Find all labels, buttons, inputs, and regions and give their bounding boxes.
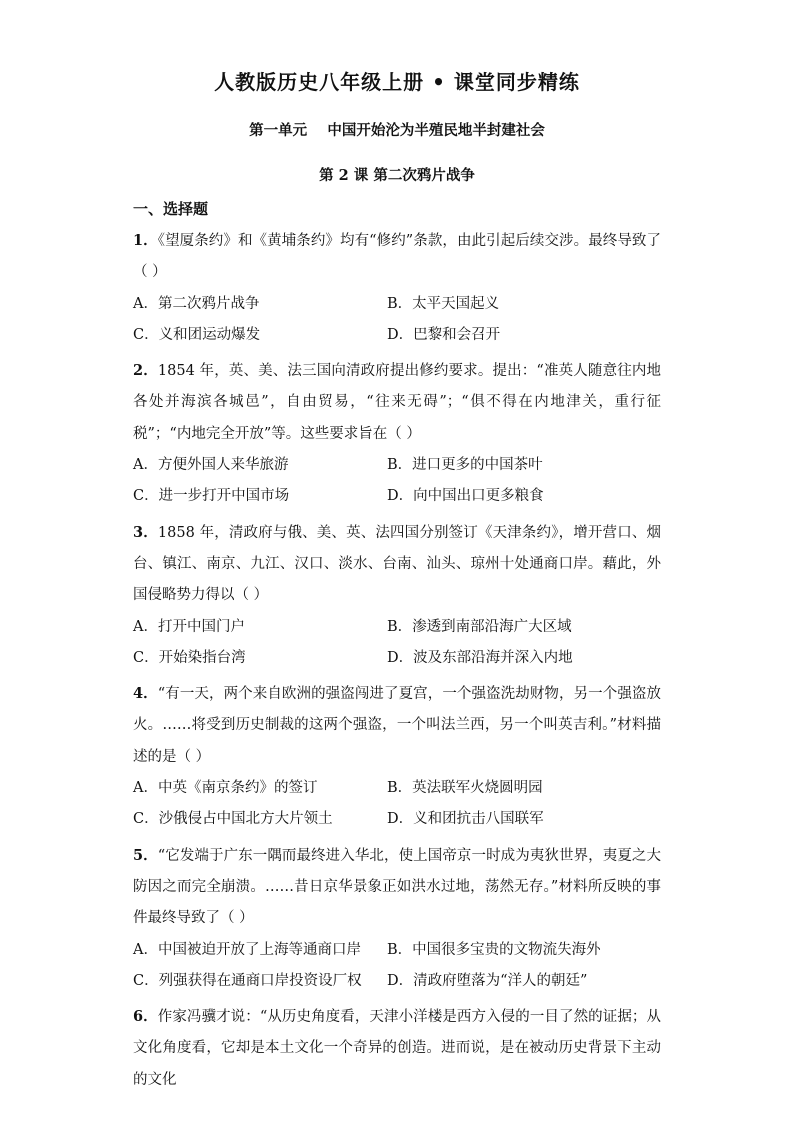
option-b[interactable]: B．英法联军火烧圆明园 xyxy=(387,780,543,797)
question-5 xyxy=(133,840,661,997)
question-number: 2． xyxy=(133,362,158,380)
option-b[interactable]: B．渗透到南部沿海广大区域 xyxy=(387,618,572,635)
question-number: 4． xyxy=(133,685,158,703)
option-d[interactable]: D．清政府堕落为“洋人的朝廷” xyxy=(387,972,588,989)
option-c[interactable]: C．沙俄侵占中国北方大片领土 xyxy=(133,811,333,828)
document-title: 人教版历史八年级上册 • 课堂同步精练 xyxy=(214,70,580,94)
option-b[interactable]: B．中国很多宝贵的文物流失海外 xyxy=(387,941,601,958)
option-b[interactable]: B．进口更多的中国茶叶 xyxy=(387,457,543,474)
lesson-heading: 第 2 课 第二次鸦片战争 xyxy=(319,167,475,184)
question-text: 《望厦条约》和《黄埔条约》均有“修约”条款，由此引起后续交涉。最终导致了（ ） xyxy=(133,233,661,281)
option-row xyxy=(133,804,661,835)
option-row xyxy=(133,320,661,351)
question-stem xyxy=(133,517,661,612)
question-stem xyxy=(133,355,661,450)
option-row xyxy=(133,966,661,997)
question-number: 3． xyxy=(133,523,158,541)
option-a[interactable]: A．中国被迫开放了上海等通商口岸 xyxy=(133,941,361,958)
question-text: “有一天，两个来自欧洲的强盗闯进了夏宫，一个强盗洗劫财物，另一个强盗放火。……将受到历史制裁的这两个强盗，一个叫法兰西，另一个叫英吉利。”材料描述的是（ ） xyxy=(133,686,661,765)
option-b[interactable]: B．太平天国起义 xyxy=(387,295,500,312)
question-text: 1858 年，清政府与俄、美、英、法四国分别签订《天津条约》，增开营口、烟台、镇江、南京、九江、汉口、淡水、台南、汕头、琼州十处通商口岸。藉此，外国侵略势力得以（ ） xyxy=(133,524,662,604)
option-a[interactable]: A．第二次鸦片战争 xyxy=(133,295,260,312)
question-text: 作家冯骥才说：“从历史角度看，天津小洋楼是西方入侵的一目了然的证据；从文化角度看，它却是本土文化一个奇异的创造。进而说，是在被动历史背景下主动的文化 xyxy=(133,1009,661,1088)
section-heading: 一、选择题 xyxy=(133,200,209,218)
question-stem xyxy=(133,1001,661,1096)
question-2 xyxy=(133,355,661,512)
question-stem xyxy=(133,678,661,773)
option-row xyxy=(133,643,661,674)
question-number: 5． xyxy=(133,846,158,864)
option-d[interactable]: D．巴黎和会召开 xyxy=(387,326,501,343)
question-number: 6． xyxy=(133,1008,158,1026)
question-1 xyxy=(133,225,661,351)
option-c[interactable]: C．开始染指台湾 xyxy=(133,649,246,666)
question-stem xyxy=(133,225,661,289)
question-stem xyxy=(133,840,661,935)
option-c[interactable]: C．义和团运动爆发 xyxy=(133,326,261,343)
option-d[interactable]: D．向中国出口更多粮食 xyxy=(387,488,544,505)
option-row xyxy=(133,612,661,643)
question-4 xyxy=(133,678,661,835)
question-text: 1854 年，英、美、法三国向清政府提出修约要求。提出：“准英人随意往内地各处并海滨各城邑”，自由贸易，“往来无碍”；“俱不得在内地津关，重行征税”；“内地完全开放”等。这些要求旨在（ ） xyxy=(133,363,662,442)
option-d[interactable]: D．波及东部沿海并深入内地 xyxy=(387,649,573,666)
question-6 xyxy=(133,1001,661,1096)
option-d[interactable]: D．义和团抗击八国联军 xyxy=(387,811,544,828)
option-a[interactable]: A．方便外国人来华旅游 xyxy=(133,457,289,474)
option-a[interactable]: A．打开中国门户 xyxy=(133,618,245,635)
option-row xyxy=(133,481,661,512)
option-row xyxy=(133,935,661,966)
option-a[interactable]: A．中英《南京条约》的签订 xyxy=(133,780,318,797)
question-text: “它发端于广东一隅而最终进入华北，使上国帝京一时成为夷狄世界，夷夏之大防因之而完全崩溃。……昔日京华景象正如洪水过地，荡然无存。”材料所反映的事件最终导致了（ ） xyxy=(133,847,661,927)
unit-heading: 第一单元 中国开始沦为半殖民地半封建社会 xyxy=(249,122,545,139)
question-number: 1． xyxy=(133,232,158,249)
option-row xyxy=(133,289,661,320)
option-row xyxy=(133,450,661,481)
option-c[interactable]: C．进一步打开中国市场 xyxy=(133,488,290,505)
option-row xyxy=(133,773,661,804)
question-3 xyxy=(133,517,661,674)
option-c[interactable]: C．列强获得在通商口岸投资设厂权 xyxy=(133,972,362,989)
